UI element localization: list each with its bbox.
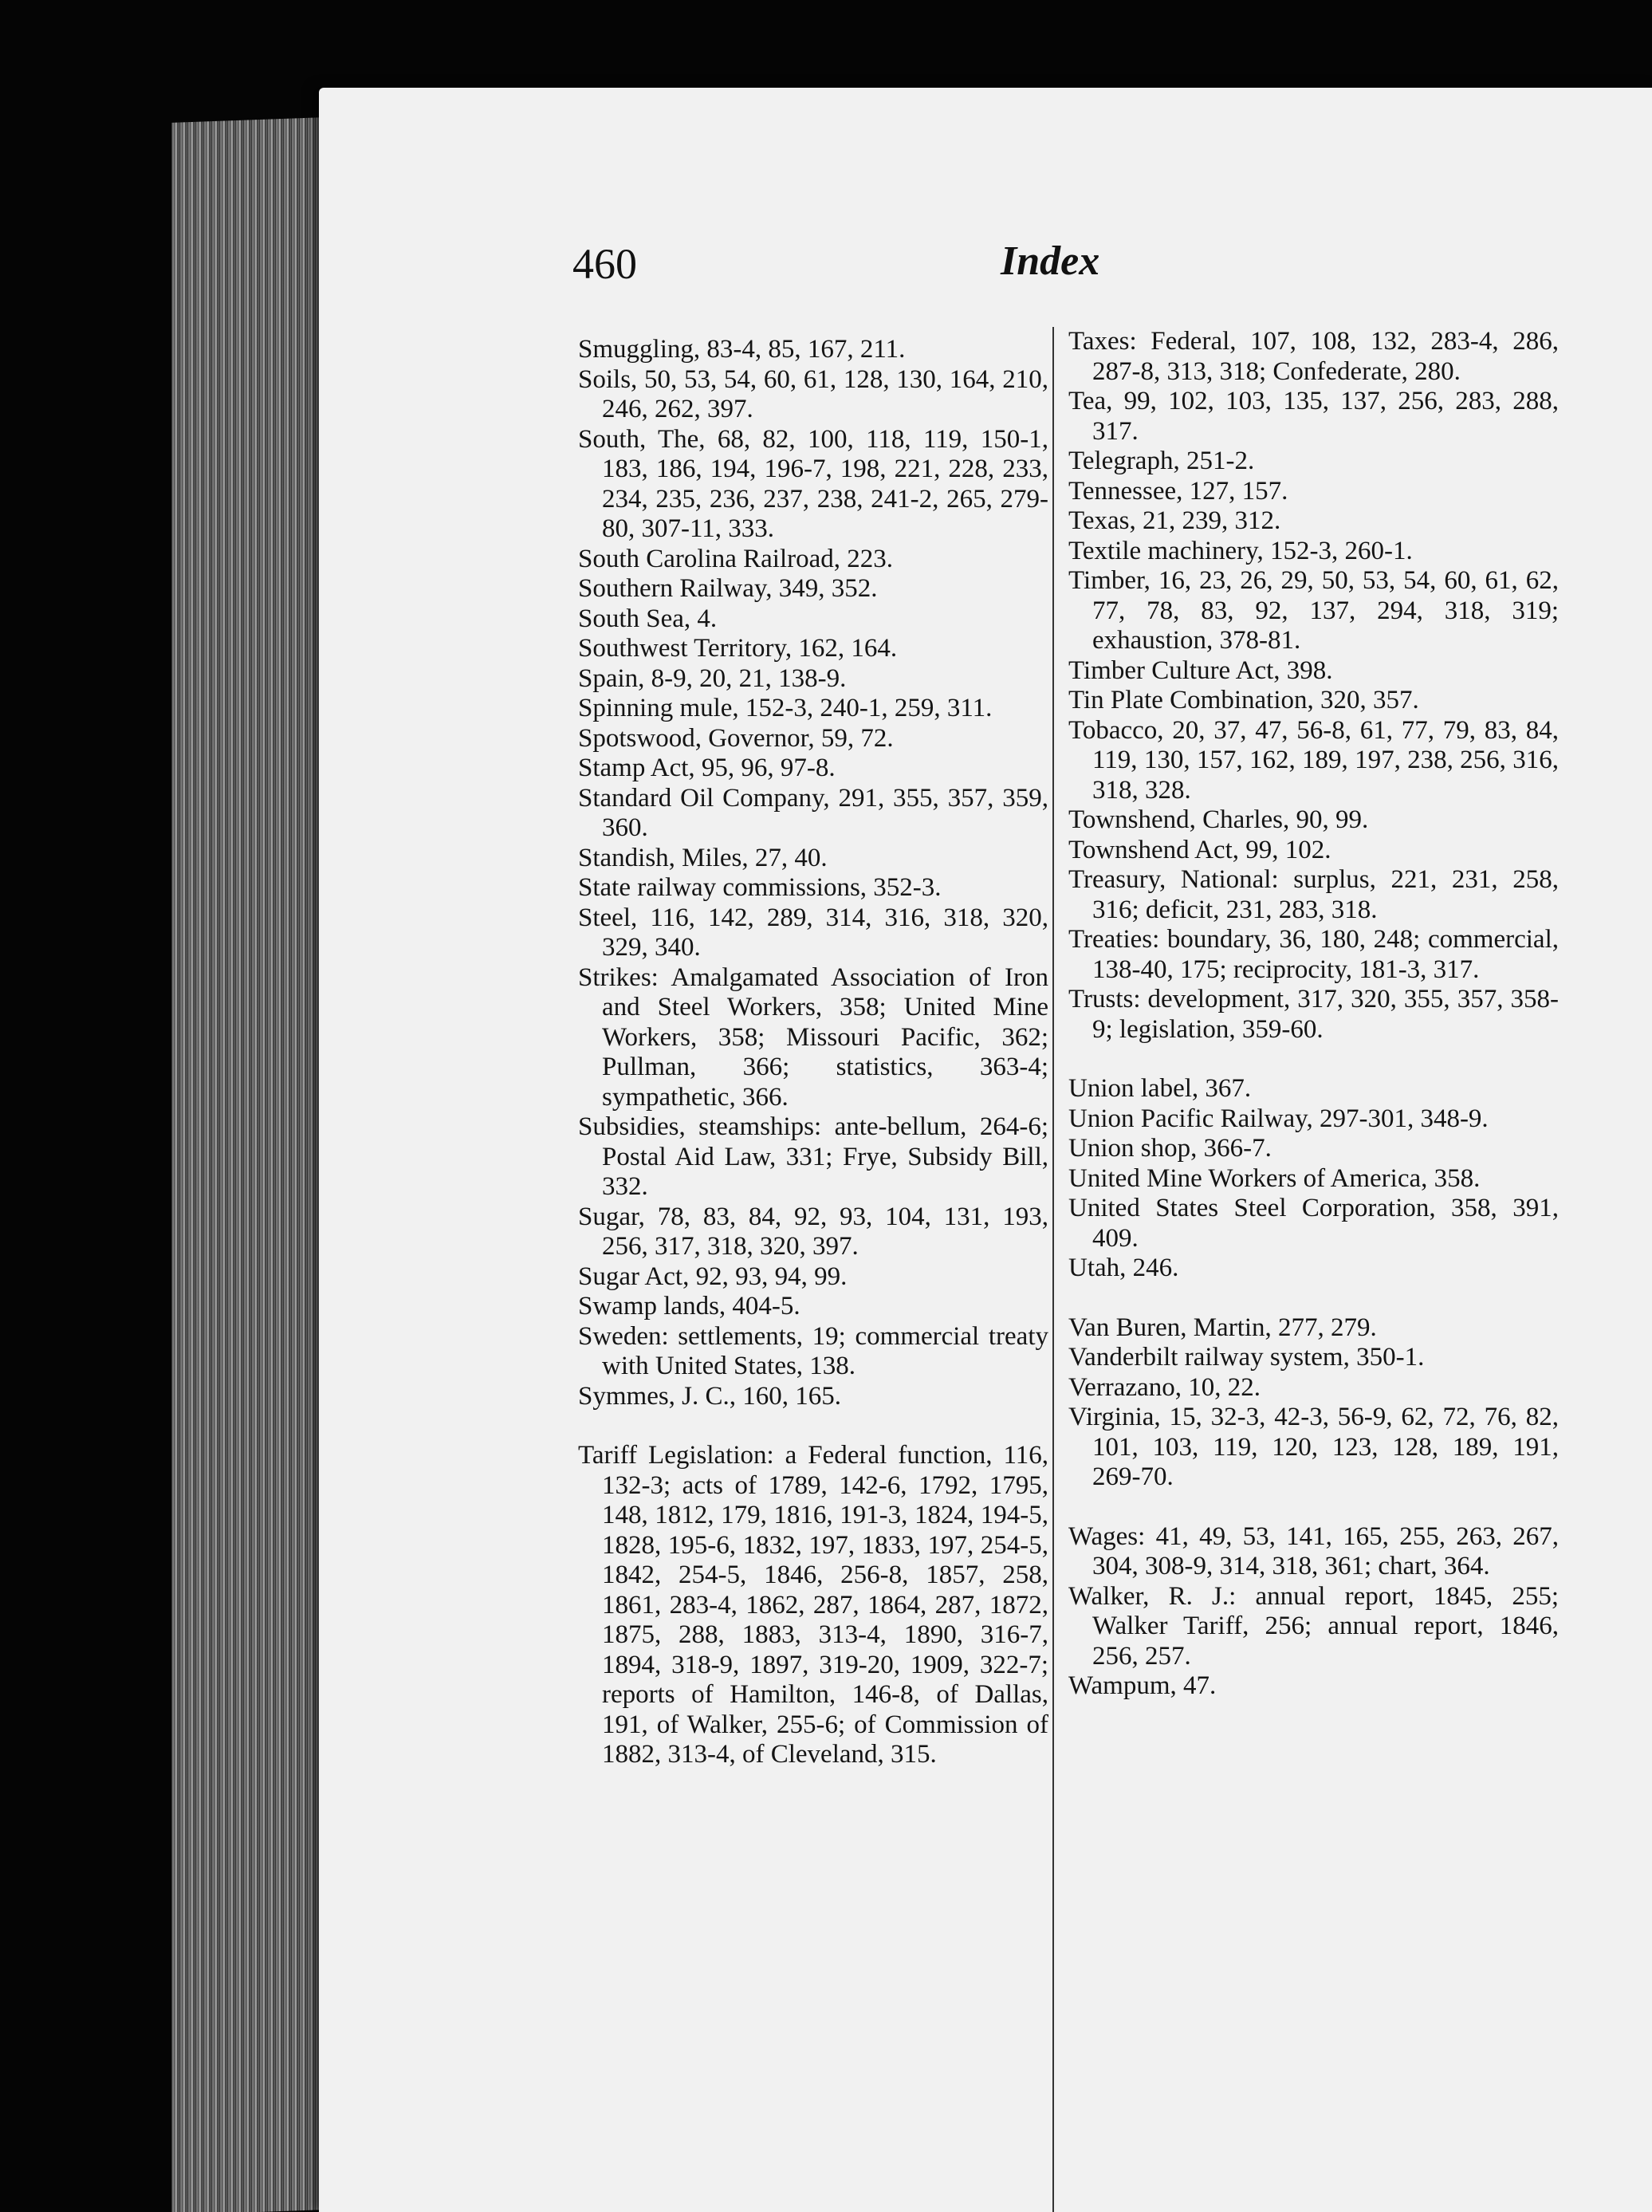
index-entry: South, The, 68, 82, 100, 118, 119, 150-1, 183, 186, 194, 196-7, 198, 221, 228, 233, 234, 235, 236, 237, 238, 241-2, 265, 279-80, 307-11, 333. (578, 424, 1048, 543)
index-entry: State railway commissions, 352-3. (578, 873, 942, 902)
index-entry: Vanderbilt railway system, 350-1. (1068, 1343, 1425, 1372)
index-entry: Tin Plate Combination, 320, 357. (1068, 686, 1419, 714)
index-entry: Subsidies, steamships: ante-bellum, 264-6; Postal Aid Law, 331; Frye, Subsidy Bill, 332. (578, 1112, 1048, 1201)
index-entry: Soils, 50, 53, 54, 60, 61, 128, 130, 164, 210, 246, 262, 397. (578, 364, 1048, 423)
index-entry: Verrazano, 10, 22. (1068, 1372, 1261, 1402)
index-entry: South Carolina Railroad, 223. (578, 544, 894, 573)
index-entry: Wages: 41, 49, 53, 141, 165, 255, 263, 267, 304, 308-9, 314, 318, 361; chart, 364. (1068, 1521, 1559, 1580)
index-entry: Walker, R. J.: annual report, 1845, 255; Walker Tariff, 256; annual report, 1846, 256, 257. (1068, 1581, 1559, 1671)
page-number: 460 (572, 240, 637, 288)
index-entry: Tobacco, 20, 37, 47, 56-8, 61, 77, 79, 83, 84, 119, 130, 157, 162, 189, 197, 238, 256, 316, 318, 328. (1068, 715, 1559, 805)
index-entry: United States Steel Corporation, 358, 391, 409. (1068, 1194, 1559, 1253)
index-entry: Tea, 99, 102, 103, 135, 137, 256, 283, 288, 317. (1068, 387, 1559, 446)
column-rule (1052, 327, 1054, 2212)
index-entry: Trusts: development, 317, 320, 355, 357, 358-9; legislation, 359-60. (1068, 985, 1559, 1044)
index-entry: Union Pacific Railway, 297-301, 348-9. (1068, 1104, 1489, 1133)
index-entry: Spain, 8-9, 20, 21, 138-9. (578, 663, 847, 693)
index-entry: Spotswood, Governor, 59, 72. (578, 723, 894, 753)
index-entry: Stamp Act, 95, 96, 97-8. (578, 754, 836, 782)
running-head: Index (1001, 238, 1100, 284)
index-entry: Sweden: settlements, 19; commercial treaty with United States, 138. (578, 1321, 1048, 1380)
index-entry: Smuggling, 83-4, 85, 167, 211. (578, 335, 906, 364)
index-entry: South Sea, 4. (578, 604, 718, 633)
index-entry: Union label, 367. (1068, 1074, 1252, 1103)
index-entry: Union shop, 366-7. (1068, 1134, 1272, 1163)
index-entry: Strikes: Amalgamated Association of Iron and Steel Workers, 358; United Mine Workers, 358; Missouri Pacific, 362; Pullman, 366; statistics, 363-4; sympathetic, 366. (578, 962, 1048, 1112)
index-entry: Steel, 116, 142, 289, 314, 316, 318, 320, 329, 340. (578, 903, 1048, 962)
index-entry: Taxes: Federal, 107, 108, 132, 283-4, 286, 287-8, 313, 318; Confederate, 280. (1068, 327, 1559, 386)
index-entry: Symmes, J. C., 160, 165. (578, 1381, 842, 1411)
index-entry: Tariff Legislation: a Federal function, 116, 132-3; acts of 1789, 142-6, 1792, 1795, 148, 1812, 179, 1816, 191-3, 1824, 194-5, 1828, 195-6, 1832, 197, 1833, 197, 254-5, 1842, 254-5, 1846, 256-8, 1857, 258, 1861, 283-4, 1862, 287, 1864, 287, 1872, 1875, 288, 1883, 313-4, 1890, 316-7, 1894, 318-9, 1897, 319-20, 1909, 322-7; reports of Hamilton, 146-8, of Dallas, 191, of Walker, 255-6; of Commission of 1882, 313-4, of Cleveland, 315. (578, 1441, 1048, 1769)
index-entry: Telegraph, 251-2. (1068, 447, 1255, 475)
index-entry: Virginia, 15, 32-3, 42-3, 56-9, 62, 72, 76, 82, 101, 103, 119, 120, 123, 128, 189, 191, 269-70. (1068, 1403, 1559, 1491)
index-entry: Texas, 21, 239, 312. (1068, 506, 1281, 535)
index-entry: Sugar, 78, 83, 84, 92, 93, 104, 131, 193, 256, 317, 318, 320, 397. (578, 1202, 1048, 1261)
index-entry: Treasury, National: surplus, 221, 231, 258, 316; deficit, 231, 283, 318. (1068, 865, 1559, 924)
index-entry: Swamp lands, 404-5. (578, 1292, 800, 1321)
index-entry: Treaties: boundary, 36, 180, 248; commercial, 138-40, 175; reciprocity, 181-3, 317. (1068, 925, 1559, 984)
index-entry: Tennessee, 127, 157. (1068, 476, 1288, 506)
index-entry: Southwest Territory, 162, 164. (578, 634, 898, 663)
index-entry: Timber Culture Act, 398. (1068, 655, 1333, 685)
index-entry: Timber, 16, 23, 26, 29, 50, 53, 54, 60, 61, 62, 77, 78, 83, 92, 137, 294, 318, 319; exhaustion, 378-81. (1068, 566, 1559, 655)
index-entry: Southern Railway, 349, 352. (578, 574, 878, 603)
index-entry: Utah, 246. (1068, 1254, 1179, 1282)
index-entry: United Mine Workers of America, 358. (1068, 1163, 1481, 1193)
index-entry: Textile machinery, 152-3, 260-1. (1068, 536, 1413, 565)
index-entry: Wampum, 47. (1068, 1671, 1217, 1700)
index-entry: Standish, Miles, 27, 40. (578, 843, 828, 872)
index-entry: Townshend, Charles, 90, 99. (1068, 805, 1369, 834)
index-entry: Spinning mule, 152-3, 240-1, 259, 311. (578, 694, 993, 722)
index-column-left (578, 335, 1048, 1770)
index-entry: Sugar Act, 92, 93, 94, 99. (578, 1261, 848, 1291)
index-column-right (1068, 327, 1559, 1702)
index-entry: Townshend Act, 99, 102. (1068, 835, 1331, 864)
index-entry: Van Buren, Martin, 277, 279. (1068, 1313, 1377, 1342)
index-entry: Standard Oil Company, 291, 355, 357, 359, 360. (578, 783, 1048, 842)
